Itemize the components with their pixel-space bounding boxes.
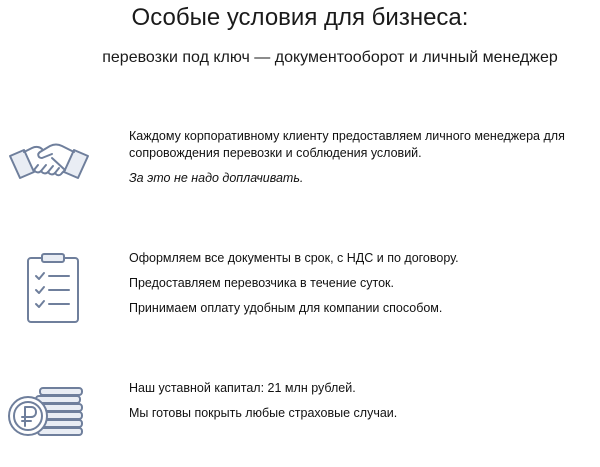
feature-text bbox=[129, 380, 591, 422]
feature-line: Принимаем оплату удобным для компании способом. bbox=[129, 301, 443, 315]
page-title: Особые условия для бизнеса: bbox=[131, 4, 469, 31]
ruble-coins-icon bbox=[6, 380, 90, 452]
handshake-icon bbox=[8, 128, 90, 208]
feature-note: За это не надо доплачивать. bbox=[129, 171, 304, 185]
feature-line: Оформляем все документы в срок, с НДС и по договору. bbox=[129, 251, 459, 265]
page-subtitle: перевозки под ключ — документооборот и личный менеджер bbox=[102, 49, 558, 66]
feature-text bbox=[129, 250, 591, 317]
feature-line: Предоставляем перевозчика в течение суток. bbox=[129, 276, 394, 290]
feature-text bbox=[129, 128, 591, 187]
feature-line: Наш уставной капитал: 21 млн рублей. bbox=[129, 381, 356, 395]
feature-line: Мы готовы покрыть любые страховые случаи. bbox=[129, 406, 398, 420]
checklist-clipboard-icon bbox=[16, 252, 86, 330]
feature-line: Каждому корпоративному клиенту предоставляем личного менеджера для сопровождения перевозки и соблюдения условий. bbox=[129, 129, 565, 160]
